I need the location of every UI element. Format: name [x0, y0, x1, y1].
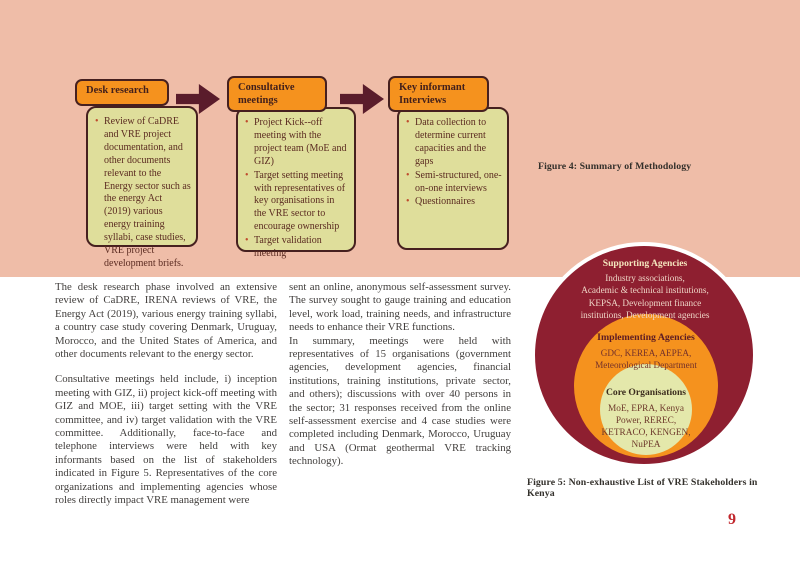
ring-line: Meteorological Department [595, 360, 697, 370]
paragraph: sent an online, anonymous self-assessment survey. The survey sought to gauge training and education level, work load, training needs, and infrastructure needs to enhance their VRE functions. [289, 281, 511, 334]
key-informant-interviews-box-header [388, 76, 489, 112]
paragraph: Consultative meetings held include, i) inception meeting with GIZ, ii) project kick-off meeting with GIZ and MOE, iii) target setting with the VRE committee, and iv) target validation with the VRE committee. Additionally, face-to-face and telephone interviews were held with key informants based on the list of stakeholders indicated in Figure 5. Representatives of the core organizations and implementing agencies whose roles directly impact VRE management were [55, 373, 277, 507]
bullet-list [399, 109, 507, 209]
ring-line: Academic & technical institutions, [581, 285, 709, 296]
bullet-item: • Target setting meeting with representatives of key organisations in the VRE sector to encourage ownership [245, 170, 349, 235]
bullet-item: • Review of CaDRE and VRE project documentation, and other documents relevant to the Energy sector such as the energy Act (2019) various energy training syllabi, case studies, VRE project development briefs. [95, 116, 191, 271]
consultative-meetings-box-header [227, 76, 327, 112]
ring-title: Implementing Agencies [597, 332, 695, 343]
bullet-item: • Semi-structured, one-on-one interviews [406, 170, 502, 196]
ring-line: MoE, EPRA, Kenya [608, 404, 684, 414]
ring-line: KETRACO, KENGEN, [601, 428, 691, 438]
implementing-agencies-label [574, 332, 718, 371]
ring-line: Power, REREC, [615, 416, 677, 426]
body-left-column [55, 281, 277, 508]
desk-research-box-header [75, 79, 169, 106]
ring-line: GDC, KEREA, AEPEA, [600, 348, 692, 358]
bullet-item: • Data collection to determine current capacities and the gaps [406, 117, 502, 169]
consultative-meetings-box [236, 107, 356, 260]
figure5-caption: Figure 5: Non-exhaustive List of VRE Stakeholders in Kenya [527, 477, 758, 499]
ring-title: Supporting Agencies [602, 258, 688, 269]
bullet-item: • Target validation meeting [245, 235, 349, 261]
paragraph: In summary, meetings were held with representatives of 15 organisations (government agencies, development agencies, financial institutions, training institutions, private sector, and others); discussions with over 40 persons in the sector; 31 responses received from the online self-assessment exercise and 4 case studies were completed including Denmark, Morocco, Uruguay and USA (Ormat geothermal VRE tracking technology). [289, 334, 511, 468]
ring-title: Core Organisations [605, 387, 687, 398]
bullet-item: • Questionnaires [406, 196, 502, 209]
supporting-agencies-label [551, 258, 739, 321]
box-title: Key informant Interviews [399, 82, 466, 106]
ring-line: NuPEA [631, 440, 661, 450]
bullet-list [88, 108, 196, 271]
ring-line: Industry associations, [605, 273, 685, 284]
core-organisations-label [596, 387, 696, 451]
desk-research-box [86, 106, 198, 269]
box-title: Desk research [86, 85, 149, 96]
body-right-column [289, 281, 511, 469]
figure4-caption: Figure 4: Summary of Methodology [538, 161, 692, 172]
paragraph: The desk research phase involved an extensive review of CaDRE, IRENA reviews of VRE, the Energy Act (2019), various energy training syllabi, a country case study covering Denmark, Uruguay, Morocco, and the United States of America, and other documents relevant to the energy sector. [55, 281, 277, 361]
ring-line: KEPSA, Development finance [588, 297, 702, 308]
box-title: Consultative meetings [238, 82, 295, 106]
key-informant-interviews-box [397, 107, 509, 250]
bullet-list [238, 109, 354, 261]
page-number: 9 [728, 511, 736, 528]
ring-line: institutions, Development agencies [580, 309, 710, 320]
bullet-item: • Project Kick--off meeting with the project team (MoE and GIZ) [245, 117, 349, 169]
